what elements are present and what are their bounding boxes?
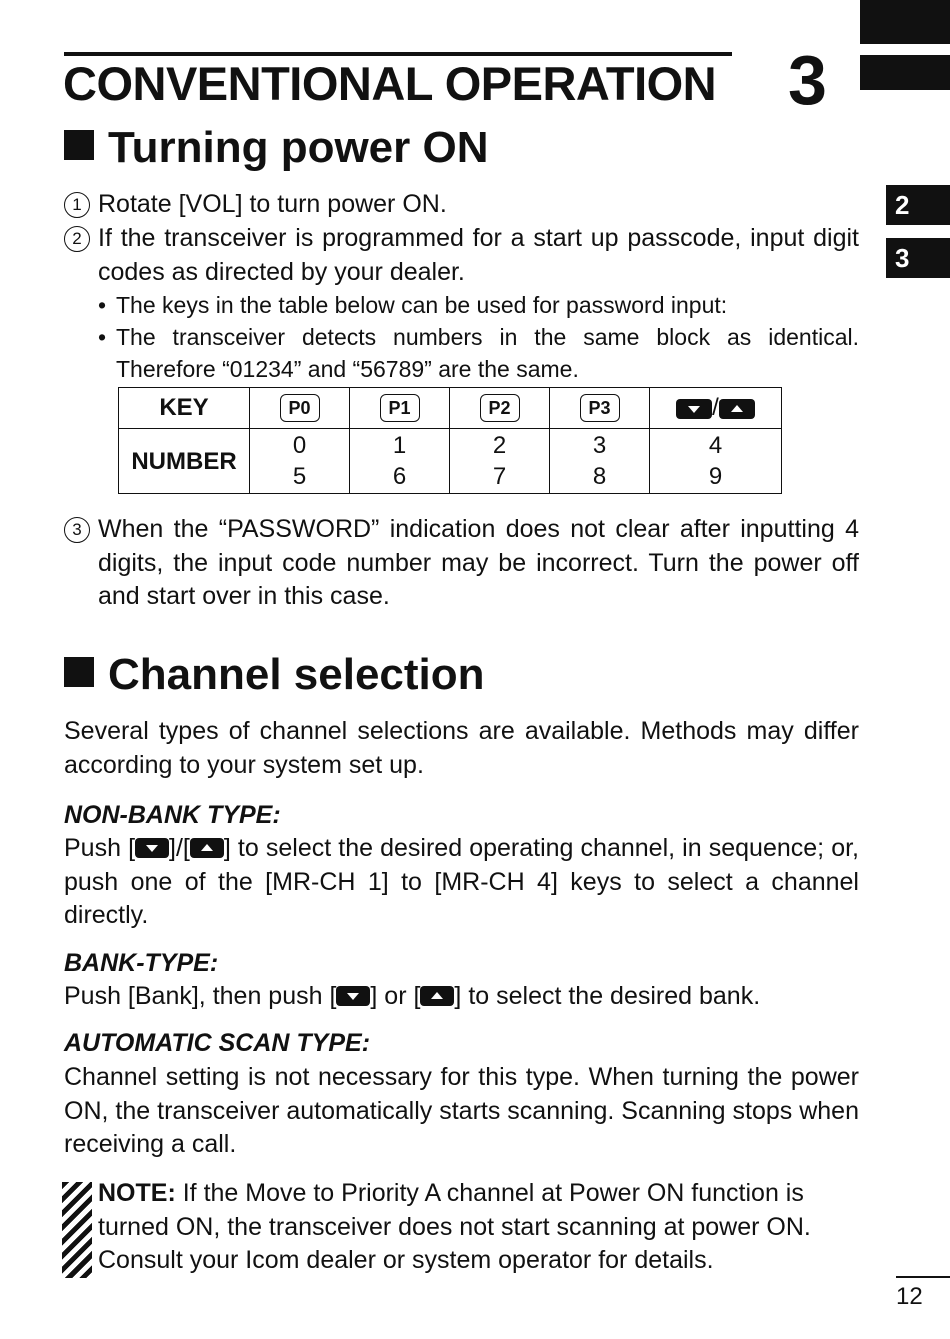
table-cell-key <box>650 388 782 429</box>
chapter-tab-mid <box>860 55 950 90</box>
table-row-label-number: NUMBER <box>119 429 250 494</box>
up-arrow-key-icon <box>719 399 755 419</box>
channel-intro: Several types of channel selections are available. Methods may differ according to your system set up. <box>64 717 859 779</box>
table-cell-key <box>450 388 550 429</box>
table-cell-number: 0 5 <box>250 429 350 494</box>
up-arrow-key-icon <box>420 986 454 1006</box>
non-bank-heading: NON-BANK TYPE: <box>64 801 281 829</box>
page-number-rule <box>896 1276 950 1278</box>
side-tab-2[interactable]: 2 <box>886 185 950 225</box>
table-cell-number: 3 8 <box>550 429 650 494</box>
section-title-channel-selection <box>64 649 485 701</box>
down-arrow-key-icon <box>676 399 712 419</box>
non-bank-text: Push [ ]/[ ] to select the desired operating channel, in sequence; or, push one of the [MR-CH 1] to [MR-CH 4] keys to select a channel directly. <box>64 834 859 929</box>
section-title-text: Channel selection <box>108 650 485 699</box>
step-text: If the transceiver is programmed for a start up passcode, input digit codes as directed by your dealer. <box>98 224 859 286</box>
note-stripes-icon <box>62 1182 92 1278</box>
bullet-text: The transceiver detects numbers in the same block as identical. Therefore “01234” and “56789” are the same. <box>116 324 859 382</box>
table-row <box>119 429 782 494</box>
chapter-tab-top <box>860 0 950 44</box>
side-tab-3[interactable]: 3 <box>886 238 950 278</box>
down-arrow-key-icon <box>336 986 370 1006</box>
section-square-icon <box>64 130 94 160</box>
table-cell-key <box>350 388 450 429</box>
bullet-text: The keys in the table below can be used for password input: <box>116 292 728 318</box>
table-cell-number: 4 9 <box>650 429 782 494</box>
step-number-circle: 1 <box>64 192 90 218</box>
note-text: NOTE: If the Move to Priority A channel at Power ON function is turned ON, the transceiver does not start scanning at power ON. Consult your Icom dealer or system operator for details. <box>98 1179 811 1274</box>
p3-key-icon: P3 <box>580 394 620 422</box>
section-title-power-on <box>64 122 489 174</box>
up-arrow-key-icon <box>190 838 224 858</box>
password-key-table <box>118 387 782 494</box>
section-title-text: Turning power ON <box>108 123 489 172</box>
chapter-number: 3 <box>788 41 827 119</box>
section-square-icon <box>64 657 94 687</box>
auto-scan-text: Channel setting is not necessary for this type. When turning the power ON, the transceiver automatically starts scanning. Scanning stops when receiving a call. <box>64 1063 859 1158</box>
table-row <box>119 388 782 429</box>
step-3 <box>64 513 859 614</box>
chapter-title: CONVENTIONAL OPERATION <box>63 57 717 110</box>
step-1 <box>64 188 859 222</box>
step-2 <box>64 222 859 289</box>
p0-key-icon: P0 <box>280 394 320 422</box>
table-row-label-key: KEY <box>119 388 250 429</box>
table-cell-key <box>250 388 350 429</box>
step-number-circle: 2 <box>64 226 90 252</box>
bank-text: Push [Bank], then push [ ] or [ ] to select the desired bank. <box>64 982 761 1010</box>
p1-key-icon: P1 <box>380 394 420 422</box>
key-separator: / <box>712 394 719 421</box>
down-arrow-key-icon <box>135 838 169 858</box>
auto-scan-heading: AUTOMATIC SCAN TYPE: <box>64 1029 371 1057</box>
note-label: NOTE: <box>98 1179 176 1207</box>
table-cell-number: 2 7 <box>450 429 550 494</box>
step-text: When the “PASSWORD” indication does not clear after inputting 4 digits, the input code number may be incorrect. Turn the power off and start over in this case. <box>98 515 859 610</box>
bullet-2: • The transceiver detects numbers in the same block as identical. Therefore “01234” and “56789” are the same. <box>98 321 859 385</box>
table-cell-key <box>550 388 650 429</box>
p2-key-icon: P2 <box>480 394 520 422</box>
step-number-circle: 3 <box>64 517 90 543</box>
page-number: 12 <box>896 1283 923 1310</box>
table-cell-number: 1 6 <box>350 429 450 494</box>
bullet-1: • The keys in the table below can be used for password input: <box>98 289 859 321</box>
step-text: Rotate [VOL] to turn power ON. <box>98 190 447 218</box>
bank-heading: BANK-TYPE: <box>64 949 219 977</box>
